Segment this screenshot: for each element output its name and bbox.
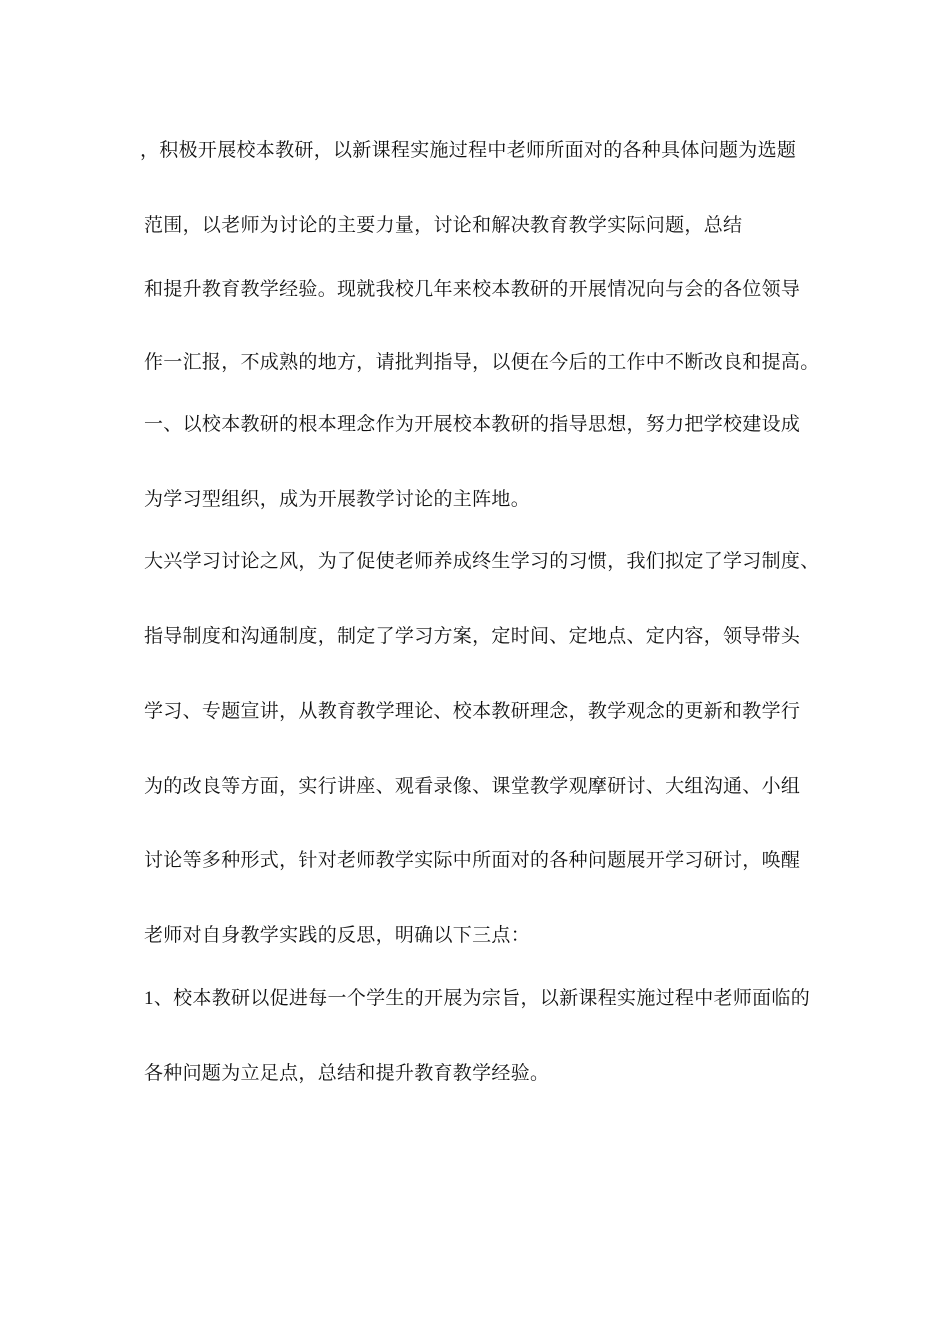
paragraph-line: 老师对自身教学实践的反思，明确以下三点： [144, 924, 531, 946]
paragraph-line: 大兴学习讨论之风，为了促使老师养成终生学习的习惯，我们拟定了学习制度、 [144, 550, 820, 572]
section-heading-line: 为学习型组织，成为开展教学讨论的主阵地。 [144, 488, 531, 510]
paragraph-line: 和提升教育教学经验。现就我校几年来校本教研的开展情况向与会的各位领导 [144, 278, 801, 300]
paragraph-line: 讨论等多种形式，针对老师教学实际中所面对的各种问题展开学习研讨，唤醒 [144, 849, 801, 871]
paragraph-line: 作一汇报，不成熟的地方，请批判指导，以便在今后的工作中不断改良和提高。 [144, 351, 820, 373]
paragraph-line: 为的改良等方面，实行讲座、观看录像、课堂教学观摩研讨、大组沟通、小组 [144, 775, 801, 797]
list-item-text: 、校本教研以促进每一个学生的开展为宗旨，以新课程实施过程中老师面临的 [153, 987, 811, 1009]
paragraph-line: ，积极开展校本教研，以新课程实施过程中老师所面对的各种具体问题为选题 [140, 139, 797, 161]
list-item-line [144, 986, 810, 1011]
paragraph-line: 学习、专题宣讲，从教育教学理论、校本教研理念，教学观念的更新和教学行 [144, 700, 801, 722]
section-heading-line: 一、以校本教研的根本理念作为开展校本教研的指导思想，努力把学校建设成 [144, 413, 801, 435]
paragraph-line: 指导制度和沟通制度，制定了学习方案，定时间、定地点、定内容，领导带头 [144, 625, 801, 647]
list-item-line: 各种问题为立足点，总结和提升教育教学经验。 [144, 1062, 550, 1084]
paragraph-line: 范围，以老师为讨论的主要力量，讨论和解决教育教学实际问题，总结 [144, 214, 743, 236]
list-item-number: 1 [144, 988, 154, 1009]
